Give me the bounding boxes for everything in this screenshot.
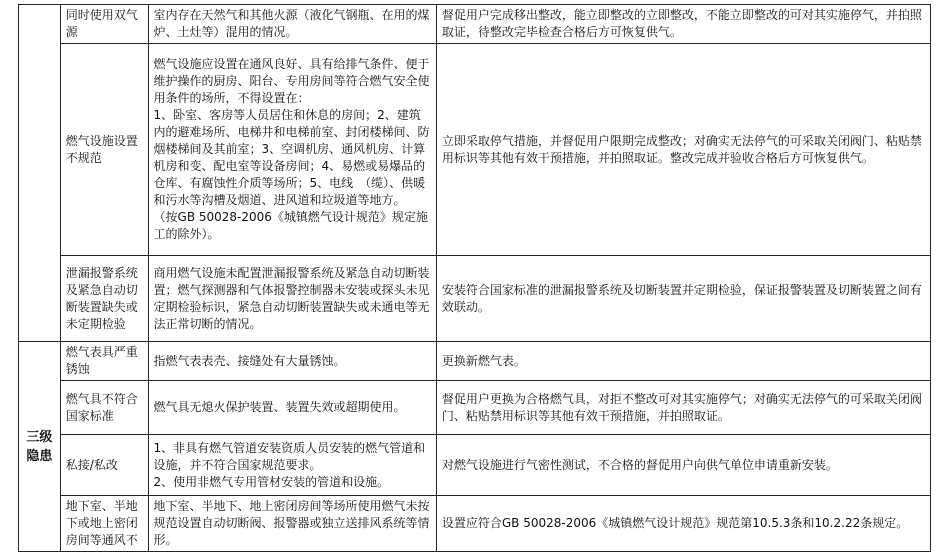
rectification-action: 更换新燃气表。 [436,342,930,381]
table-row [19,342,931,381]
hazard-name: 地下室、半地下或地上密闭房间等通风不 [60,496,148,552]
table-row [19,496,931,552]
hazard-description: 商用燃气设施未配置泄漏报警系统及紧急自动切断装置；燃气探测器和气体报警控制器未安装或探头未见定期检验标识，紧急自动切断装置缺失或未通电等无法正常切断的情况。 [148,256,436,342]
hazard-name: 私接/私改 [60,435,148,496]
table-row [19,44,931,256]
hazard-description: 地下室、半地下、地上密闭房间等场所使用燃气未按规范设置自动切断阀、报警器或独立送排风系统等情形。 [148,496,436,552]
table-row [19,381,931,435]
table-row [19,435,931,496]
rectification-action: 督促用户完成移出整改，能立即整改的立即整改，不能立即整改的可对其实施停气，并拍照取证，待整改完毕检查合格后方可恢复供气。 [436,5,930,44]
table-row [19,256,931,342]
hazard-description: 室内存在天然气和其他火源（液化气钢瓶、在用的煤炉、土灶等）混用的情况。 [148,5,436,44]
rectification-action: 安装符合国家标准的泄漏报警系统及切断装置并定期检验，保证报警装置及切断装置之间有效联动。 [436,256,930,342]
hazard-description: 指燃气表表壳、接缝处有大量锈蚀。 [148,342,436,381]
hazard-name: 燃气设施设置不规范 [60,44,148,256]
rectification-action: 督促用户更换为合格燃气具，对拒不整改可对其实施停气；对确实无法停气的可采取关闭阀门、粘贴禁用标识等其他有效干预措施，并拍照取证。 [436,381,930,435]
rectification-action: 立即采取停气措施，并督促用户限期完成整改；对确实无法停气的可采取关闭阀门、粘贴禁用标识等其他有效干预措施，并拍照取证。整改完成并验收合格后方可恢复供气。 [436,44,930,256]
rectification-action: 设置应符合GB 50028-2006《城镇燃气设计规范》规范第10.5.3条和10.2.22条规定。 [436,496,930,552]
hazard-level-label: 三级 隐患 [19,342,61,552]
hazard-name: 同时使用双气源 [60,5,148,44]
hazard-name: 泄漏报警系统及紧急自动切断装置缺失或未定期检验 [60,256,148,342]
hazard-name: 燃气具不符合国家标准 [60,381,148,435]
level-cell-blank [19,5,61,342]
rectification-action: 对燃气设施进行气密性测试，不合格的督促用户向供气单位申请重新安装。 [436,435,930,496]
table-row [19,5,931,44]
hazard-description: 燃气设施应设置在通风良好、具有给排气条件、便于维护操作的厨房、阳台、专用房间等符合燃气安全使用条件的场所，不得设置在： 1、卧室、客房等人员居住和休息的房间；2、建筑内的避难场所、电梯井和电梯前室、封闭楼梯间、防烟楼梯间及其前室；3、空调机房、通风机房、计算机房和变、配电室等设备房间；4、易燃或易爆品的仓库、有腐蚀性介质等场所；5、电线 （缆）、供暖和污水等沟槽及烟道、进风道和垃圾道等地方。 （按GB 50028-2006《城镇燃气设计规范》规定施工的除外）。 [148,44,436,256]
hazard-table-page [18,4,931,548]
hazard-description: 1、非具有燃气管道安装资质人员安装的燃气管道和设施，并不符合国家规范要求。 2、使用非燃气专用管材安装的管道和设施。 [148,435,436,496]
hazard-table [18,4,931,552]
hazard-name: 燃气表具严重锈蚀 [60,342,148,381]
hazard-description: 燃气具无熄火保护装置、装置失效或超期使用。 [148,381,436,435]
